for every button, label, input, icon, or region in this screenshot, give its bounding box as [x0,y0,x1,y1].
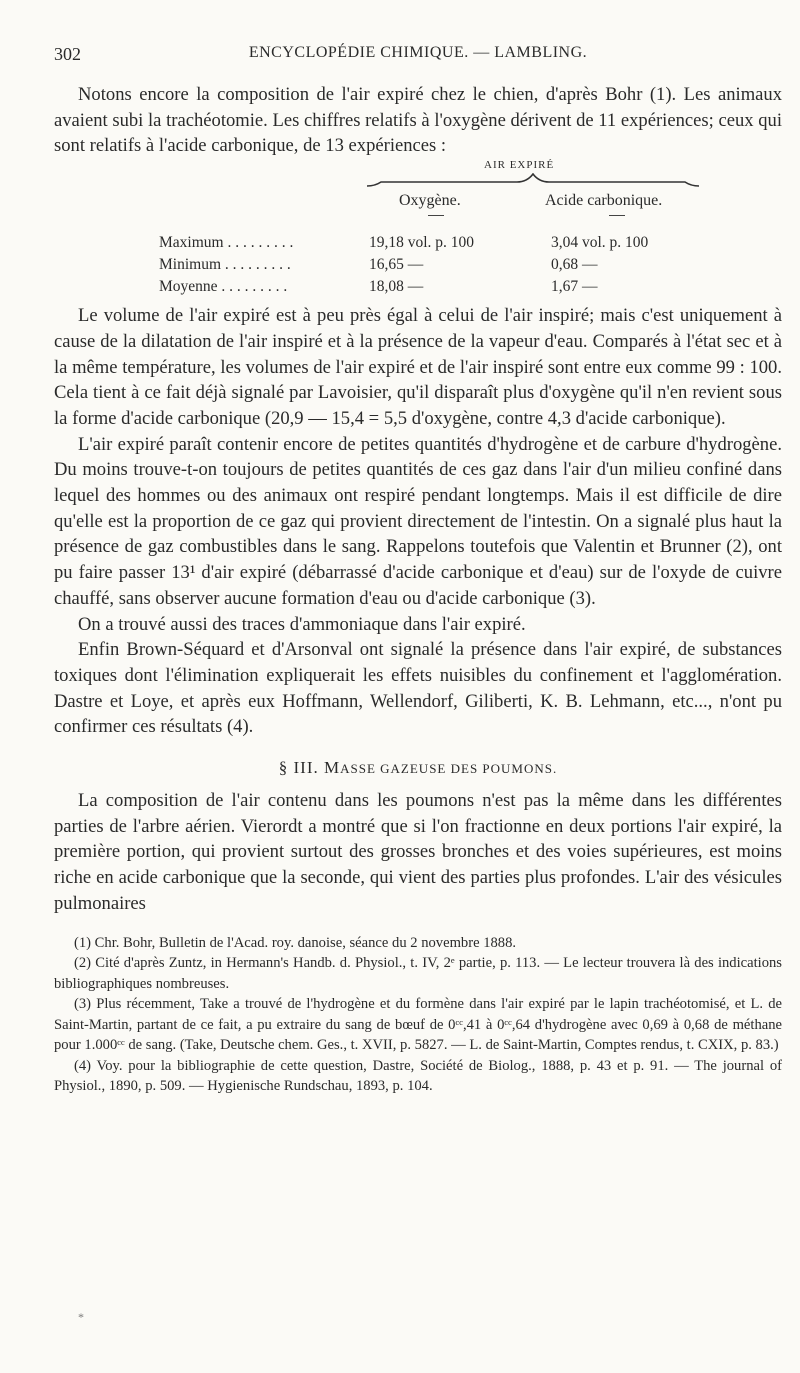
page-header [54,44,782,78]
footnote: (1) Chr. Bohr, Bulletin de l'Acad. roy. danoise, séance du 2 novembre 1888. [74,934,517,951]
oxygen-value: 19,18 vol. p. 100 [369,234,475,252]
section-heading-prefix: § III. M [278,758,341,778]
document-page [54,44,782,1097]
bottom-mark: * [78,1310,84,1324]
oxygen-value: 16,65 — [369,256,424,274]
air-expire-table [54,159,782,303]
column-dash-oxygen [428,215,444,216]
table-row [159,256,719,276]
co2-value: 0,68 — [551,256,598,274]
table-row [159,234,719,254]
footnotes [54,933,782,1097]
body-paragraph: Enfin Brown-Séquard et d'Arsonval ont signalé la présence dans l'air expiré, de substances toxiques dont l'élimination expliquerait les effets nuisibles du confinement et l'agglomération. Dastre et Loye, et après eux Hoffmann, Wellendorf, Giliberti, K. B. Lehmann, etc..., n'ont pu confirmer ces résultats (4). [54,639,782,738]
intro-paragraph: Notons encore la composition de l'air expiré chez le chien, d'après Bohr (1). Les animaux avaient subi la trachéotomie. Les chiffres relatifs à l'oxygène dérivent de 11 expériences; ceux qui sont relatifs à l'acide carbonique, de 13 expériences : [54,84,782,157]
footnote: (2) Cité d'après Zuntz, in Hermann's Handb. d. Physiol., t. IV, 2ᵉ partie, p. 113. — Le lecteur trouvera là des indications bibliographiques nombreuses. [54,955,782,992]
table-brace [367,173,699,187]
column-header-oxygen: Oxygène. [399,192,461,210]
oxygen-value: 18,08 — [369,278,424,296]
section-paragraph: La composition de l'air contenu dans les poumons n'est pas la même dans les différentes parties de l'arbre aérien. Vierordt a montré que si l'on fractionne en deux portions l'air expiré, la première portion, qui provient surtout des grosses bronches et des voies supérieures, est moins riche en acide carbonique que la seconde, qui vient des parties plus profondes. L'air des vésicules pulmonaires [54,790,782,914]
column-header-co2: Acide carbonique. [545,192,663,210]
section-heading-rest: ASSE GAZEUSE DES POUMONS. [340,761,558,777]
body-paragraph: On a trouvé aussi des traces d'ammoniaque dans l'air expiré. [78,613,526,635]
body-paragraph: L'air expiré paraît contenir encore de petites quantités d'hydrogène et de carbure d'hydrogène. Du moins trouve-t-on toujours de petites quantités de ces gaz dans l'air d'un milieu confiné dans lequel des hommes ou des animaux ont respiré pendant longtemps. Mais il est difficile de dire qu'elle est la proportion de ce gaz qui provient directement de l'intestin. On a signalé plus haut la présence de gaz combustibles dans le sang. Rappelons toutefois que Valentin et Brunner (2), ont pu faire passer 13¹ d'air expiré (débarrassé d'acide carbonique et d'eau) sur de l'oxyde de cuivre chauffé, sans observer aucune formation d'eau ou d'acide carbonique (3). [54,433,782,609]
page-number: 302 [54,44,81,64]
row-label: Maximum . . . . . . . . . [159,234,294,252]
column-dash-co2 [609,215,625,216]
row-label: Minimum . . . . . . . . . [159,256,291,274]
table-row [159,278,719,298]
footnote: (3) Plus récemment, Take a trouvé de l'hydrogène et du formène dans l'air expiré par le lapin trachéotomisé, et L. de Saint-Martin, partant de ce fait, a pu extraire du sang de bœuf de 0ᶜᶜ,41 à 0ᶜᶜ,64 d'hydrogène avec 0,69 à 0,68 de méthane pour 1.000ᶜᶜ de sang. (Take, Deutsche chem. Ges., t. XVII, p. 5827. — L. de Saint-Martin, Comptes rendus, t. CXIX, p. 83.) [54,996,782,1054]
footnote: (4) Voy. pour la bibliographie de cette question, Dastre, Société de Biolog., 1888, p. 43 et p. 91. — The journal of Physiol., 1890, p. 509. — Hygienische Rundschau, 1893, p. 104. [54,1057,782,1095]
body-paragraph: Le volume de l'air expiré est à peu près égal à celui de l'air inspiré; mais c'est uniquement à cause de la dilatation de l'air inspiré et à la présence de la vapeur d'eau. Comparés à l'état sec et à la même température, les volumes de l'air expiré et de l'air inspiré sont entre eux comme 99 : 100. Cela tient à ce fait déjà signalé par Lavoisier, qu'il disparaît plus d'oxygène qu'il n'en revient sous la forme d'acide carbonique (20,9 — 15,4 = 5,5 d'oxygène, contre 4,3 d'acide carbonique). [54,305,782,429]
co2-value: 1,67 — [551,278,598,296]
row-label: Moyenne . . . . . . . . . [159,278,288,296]
section-heading [54,758,782,778]
running-title: ENCYCLOPÉDIE CHIMIQUE. — LAMBLING. [248,44,588,61]
table-caption: AIR EXPIRÉ [484,159,555,172]
co2-value: 3,04 vol. p. 100 [551,234,649,252]
